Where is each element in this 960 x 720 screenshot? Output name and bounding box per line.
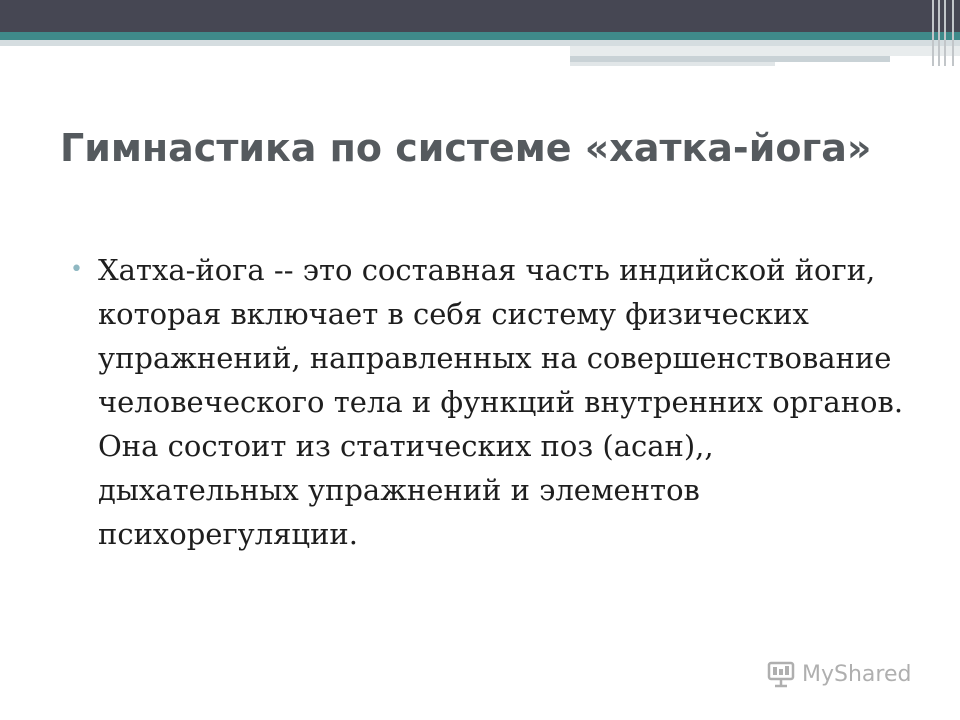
bullet-item (70, 248, 910, 556)
watermark-text: MyShared (802, 661, 912, 687)
header-stripe (570, 62, 775, 66)
watermark (766, 654, 911, 694)
slide-title: Гимнастика по системе «хатка-йога» (60, 126, 872, 170)
header-band-teal (0, 32, 960, 40)
header-stripe (570, 46, 960, 56)
corner-lines (928, 0, 960, 66)
bullet-dot-icon: • (70, 257, 83, 282)
bullet-text: Хатха-йога -- это составная часть индийской йоги, которая включает в себя систему физических упражнений, направленных на совершенствование человеческого тела и функций внутренних органов. Она состоит из статических поз (асан),, дыхательных упражнений и элементов психорегуляции. (98, 253, 904, 551)
presentation-icon (766, 659, 796, 689)
bullet-list (70, 248, 910, 556)
header-band-dark (0, 0, 960, 32)
